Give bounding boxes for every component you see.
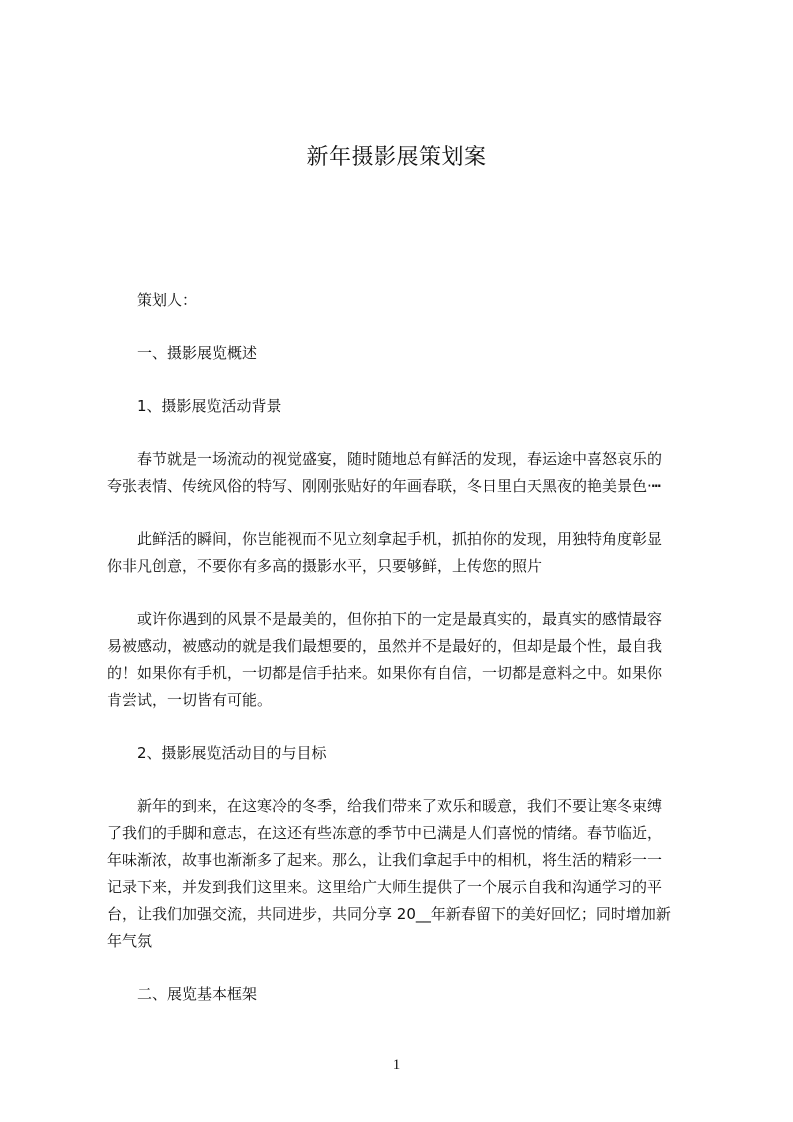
paragraph-line: 春节就是一场流动的视觉盛宴，随时随地总有鲜活的发现，春运途中喜怒哀乐的 [137, 450, 663, 468]
paragraph-line: 肯尝试，一切皆有可能。 [107, 691, 273, 709]
subheading-goals: 2、摄影展览活动目的与目标 [137, 744, 327, 762]
paragraph-line: 年气氛 [107, 932, 153, 950]
paragraph-line: 你非凡创意，不要你有多高的摄影水平，只要够鲜，上传您的照片 [107, 557, 543, 575]
paragraph-line: 新年的到来，在这寒冷的冬季，给我们带来了欢乐和暖意，我们不要让寒冬束缚 [137, 797, 663, 815]
paragraph-line: 夸张表情、传统风俗的特写、刚刚张贴好的年画春联，冬日里白天黑夜的艳美景色·┅ [107, 477, 661, 495]
planner-label: 策划人： [137, 291, 198, 309]
paragraph-line: 的！如果你有手机，一切都是信手拈来。如果你有自信，一切都是意料之中。如果你 [107, 664, 663, 682]
paragraph-line: 或许你遇到的风景不是最美的，但你拍下的一定是最真实的，最真实的感情最容 [137, 610, 663, 628]
subheading-background: 1、摄影展览活动背景 [137, 397, 282, 415]
section-heading-framework: 二、展览基本框架 [137, 985, 258, 1003]
paragraph-line: 了我们的手脚和意志，在这还有些冻意的季节中已满是人们喜悦的情绪。春节临近， [107, 824, 663, 842]
paragraph-line: 年味渐浓，故事也渐渐多了起来。那么，让我们拿起手中的相机，将生活的精彩一一 [107, 851, 663, 869]
paragraph-line: 易被感动，被感动的就是我们最想要的，虽然并不是最好的，但却是最个性，最自我 [107, 637, 663, 655]
paragraph-line: 记录下来，并发到我们这里来。这里给广大师生提供了一个展示自我和沟通学习的平 [107, 878, 663, 896]
paragraph-line: 此鲜活的瞬间，你岂能视而不见立刻拿起手机，抓拍你的发现，用独特角度彰显 [137, 530, 663, 548]
page-number: 1 [392, 1057, 401, 1073]
paragraph-line: 台，让我们加强交流，共同进步，共同分享 20__年新春留下的美好回忆；同时增加新 [107, 905, 671, 923]
section-heading-overview: 一、摄影展览概述 [137, 344, 258, 362]
document-title: 新年摄影展策划案 [306, 145, 487, 170]
